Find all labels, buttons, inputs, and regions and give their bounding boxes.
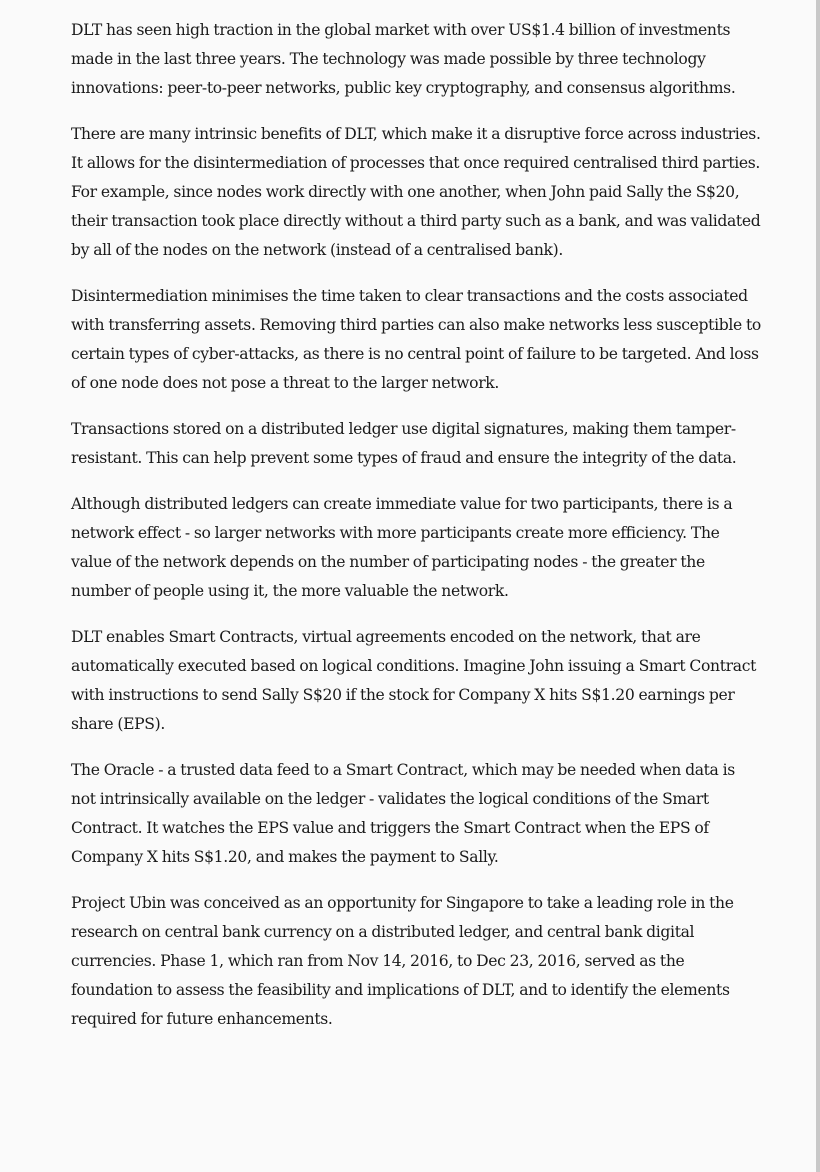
paragraph-digital-signatures: Transactions stored on a distributed ledger use digital signatures, making them tamper-resistant. This can help prevent some types of fraud and ensure the integrity of the data. [71, 420, 737, 467]
paragraph-project-ubin: Project Ubin was conceived as an opportunity for Singapore to take a leading role in the research on central bank currency on a distributed ledger, and central bank digital currencies. Phase 1, which ran from Nov 14, 2016, to Dec 23, 2016, served as the foundation to assess the feasibility and implications of DLT, and to identify the elements required for future enhancements. [71, 894, 734, 1028]
paragraph-dlt-traction: DLT has seen high traction in the global market with over US$1.4 billion of investments made in the last three years. The technology was made possible by three technology innovations: peer-to-peer networks, public key cryptography, and consensus algorithms. [71, 21, 736, 97]
article-body [71, 16, 761, 1051]
scrollbar-track[interactable] [816, 0, 820, 1172]
paragraph-network-effect: Although distributed ledgers can create immediate value for two participants, there is a network effect - so larger networks with more participants create more efficiency. The value of the network depends on the number of participating nodes - the greater the number of people using it, the more valuable the network. [71, 495, 733, 600]
paragraph-dlt-benefits: There are many intrinsic benefits of DLT, which make it a disruptive force across industries. It allows for the disintermediation of processes that once required centralised third parties. For example, since nodes work directly with one another, when John paid Sally the S$20, their transaction took place directly without a third party such as a bank, and was validated by all of the nodes on the network (instead of a centralised bank). [71, 125, 761, 259]
paragraph-smart-contracts: DLT enables Smart Contracts, virtual agreements encoded on the network, that are automatically executed based on logical conditions. Imagine John issuing a Smart Contract with instructions to send Sally S$20 if the stock for Company X hits S$1.20 earnings per share (EPS). [71, 628, 757, 733]
paragraph-oracle: The Oracle - a trusted data feed to a Smart Contract, which may be needed when data is not intrinsically available on the ledger - validates the logical conditions of the Smart Contract. It watches the EPS value and triggers the Smart Contract when the EPS of Company X hits S$1.20, and makes the payment to Sally. [71, 761, 735, 866]
paragraph-disintermediation: Disintermediation minimises the time taken to clear transactions and the costs associated with transferring assets. Removing third parties can also make networks less susceptible to certain types of cyber-attacks, as there is no central point of failure to be targeted. And loss of one node does not pose a threat to the larger network. [71, 287, 761, 392]
